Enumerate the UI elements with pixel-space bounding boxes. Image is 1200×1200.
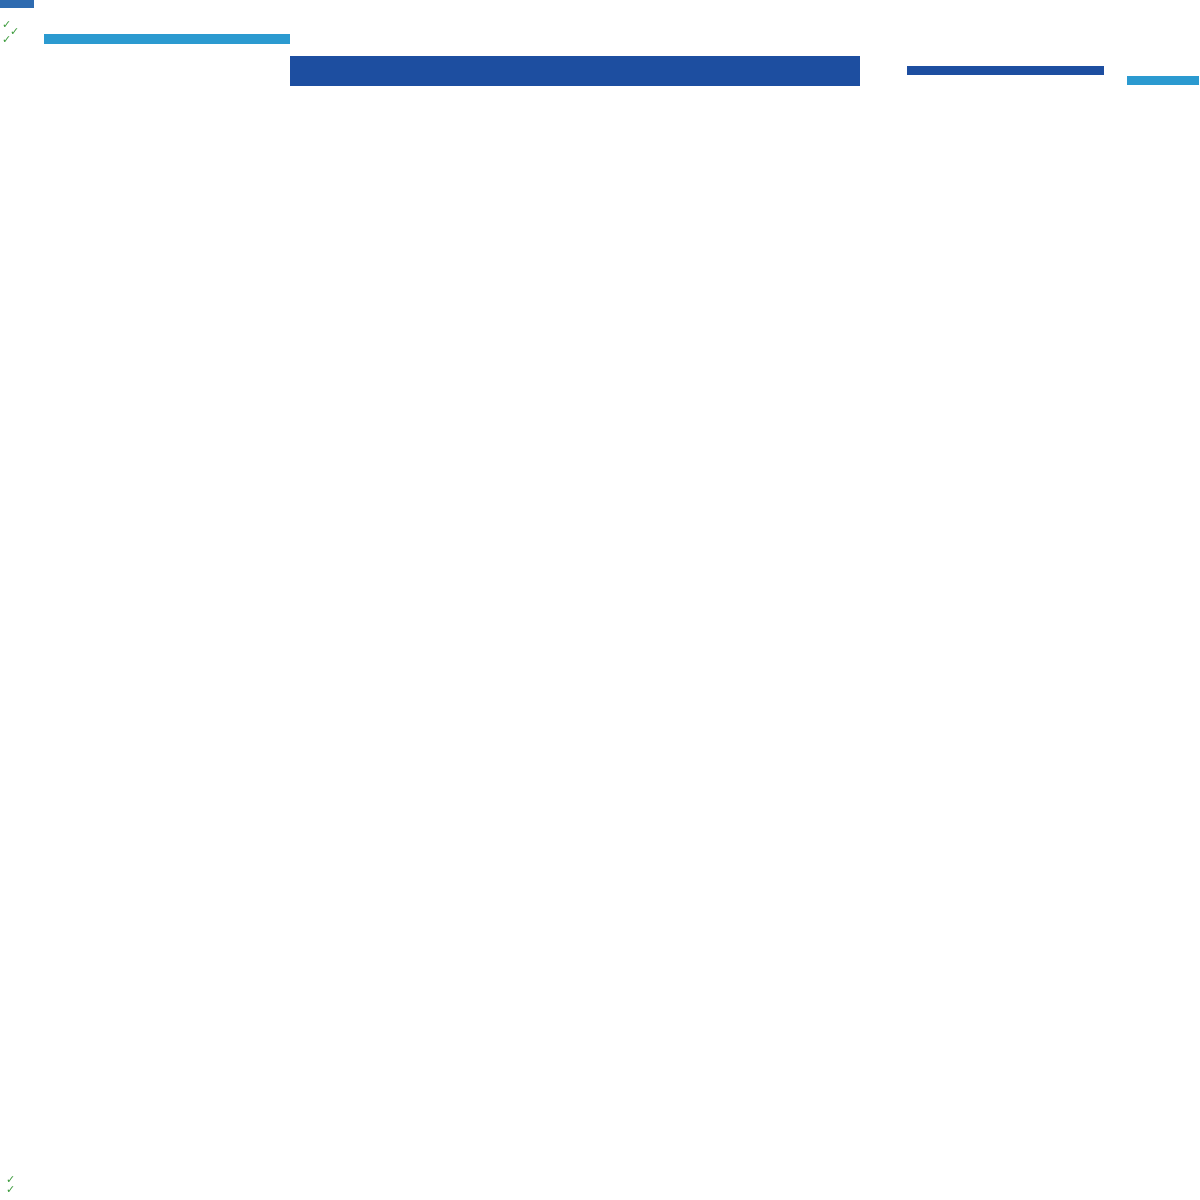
check-mark-icon: ✓	[6, 1174, 16, 1186]
sheet-title	[44, 34, 290, 44]
trend-header	[1127, 76, 1199, 85]
check-mark-icon: ✓	[6, 1184, 16, 1196]
top-bar	[0, 0, 1200, 9]
month-header	[290, 56, 860, 86]
check-mark-icon: ✓	[2, 34, 12, 46]
sheet-title-area	[44, 34, 290, 44]
check-mark-icon: ✓	[10, 26, 20, 38]
check-mark-icon: ✓	[2, 19, 12, 31]
index-link[interactable]	[0, 0, 34, 8]
year-header	[907, 66, 1104, 75]
